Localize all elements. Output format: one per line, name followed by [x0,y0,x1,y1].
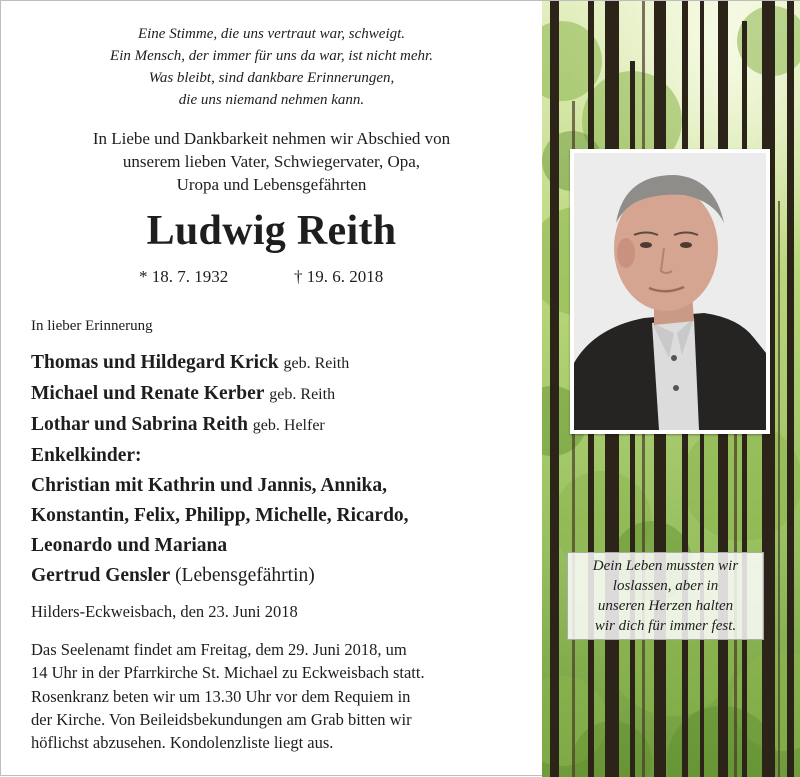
service-line: höflichst abzusehen. Kondolenzliste liegt aus. [31,733,334,753]
family-line [31,348,536,379]
family-line [31,561,536,591]
service-line: Das Seelenamt findet am Freitag, dem 29. Juni 2018, um [31,640,407,659]
portrait-image [574,153,766,430]
family-line [31,410,536,441]
poem [1,23,542,111]
grandchildren-label: Enkelkinder: [31,445,142,466]
family-line [31,379,536,410]
partner-role: (Lebensgefährtin) [175,565,315,586]
family-names: Michael und Renate Kerber [31,383,265,404]
grandchildren-line: Konstantin, Felix, Philipp, Michelle, Ricardo, [31,505,409,526]
quote-line: loslassen, aber in [612,578,719,594]
deceased-name: Ludwig Reith [146,208,397,254]
birth-date: * 18. 7. 1932 [139,267,229,286]
portrait-photo [570,149,770,434]
quote-line: Dein Leben mussten wir [592,558,739,574]
maiden-name: geb. Reith [283,355,350,372]
service-info [31,638,513,754]
family-list [31,348,536,591]
intro-line: In Liebe und Dankbarkeit nehmen wir Abschied von [92,129,451,148]
partner-name: Gertrud Gensler [31,565,171,586]
quote-line: unseren Herzen halten [597,598,734,614]
poem-line: die uns niemand nehmen kann. [178,92,365,108]
maiden-name: geb. Helfer [252,417,325,434]
death-date: † 19. 6. 2018 [294,267,384,286]
remembrance-label: In lieber Erinnerung [31,318,153,334]
intro-text [1,127,542,196]
service-line: Rosenkranz beten wir um 13.30 Uhr vor dem Requiem in [31,686,411,706]
grandchildren-line: Leonardo und Mariana [31,535,228,556]
service-line: 14 Uhr in der Pfarrkirche St. Michael zu Eckweisbach statt. [31,663,425,683]
intro-line: unserem lieben Vater, Schwiegervater, Opa, [122,152,421,171]
text-column [1,1,542,777]
poem-line: Was bleibt, sind dankbare Erinnerungen, [148,70,395,86]
maiden-name: geb. Reith [269,386,336,403]
grandchildren-line: Christian mit Kathrin und Jannis, Annika, [31,475,387,496]
service-line: der Kirche. Von Beileidsbekundungen am Grab bitten wir [31,709,412,729]
poem-line: Eine Stimme, die uns vertraut war, schweigt. [137,26,406,42]
intro-line: Uropa und Lebensgefährten [176,175,367,194]
place-date: Hilders-Eckweisbach, den 23. Juni 2018 [31,602,298,621]
family-names: Lothar und Sabrina Reith [31,414,248,435]
quote-box [567,552,764,640]
quote-line: wir dich für immer fest. [594,618,737,634]
poem-line: Ein Mensch, der immer für uns da war, ist nicht mehr. [110,48,433,64]
family-names: Thomas und Hildegard Krick [31,352,279,373]
